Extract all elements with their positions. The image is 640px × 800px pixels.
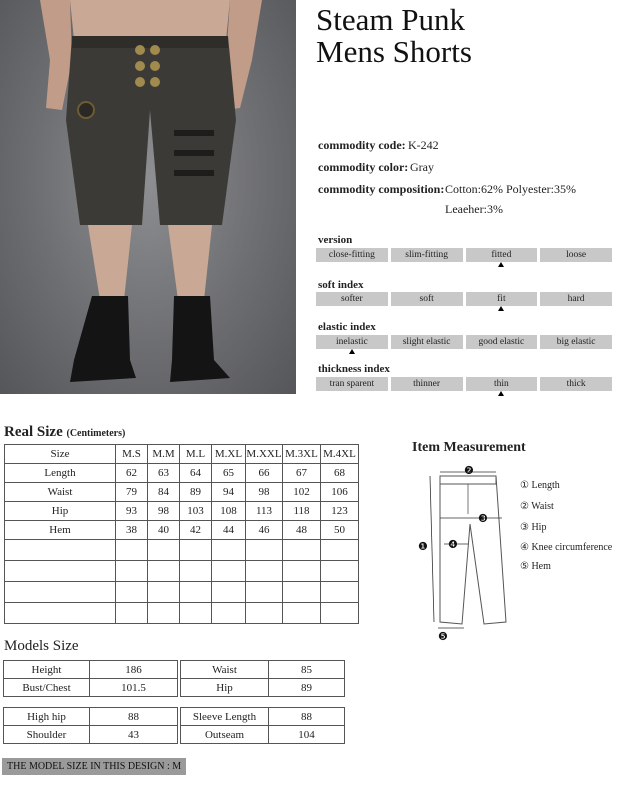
models-table-2 <box>180 660 345 697</box>
product-photo <box>0 0 296 394</box>
models-size-heading: Models Size <box>4 638 79 654</box>
marker-length: ❶ <box>418 541 428 553</box>
legend-waist: ② Waist <box>520 501 554 512</box>
index-label-version: version <box>318 234 353 246</box>
index-bar-elastic <box>316 335 612 349</box>
index-option: thinner <box>391 377 463 391</box>
index-option: soft <box>391 292 463 306</box>
index-option: loose <box>540 248 612 262</box>
index-option: slight elastic <box>391 335 463 349</box>
index-option: fit <box>466 292 538 306</box>
index-marker-thickness <box>498 391 504 396</box>
marker-knee: ❹ <box>448 539 458 551</box>
index-option: fitted <box>466 248 538 262</box>
item-measurement-heading: Item Measurement <box>412 440 526 455</box>
legend-knee: ④ Knee circumference <box>520 542 613 553</box>
index-option: tran sparent <box>316 377 388 391</box>
index-option: close-fitting <box>316 248 388 262</box>
commodity-code-row: commodity code: K-242 <box>318 138 439 152</box>
index-bar-thickness <box>316 377 612 391</box>
table-row: Hem 38 40 42 44 46 48 50 <box>5 521 359 540</box>
table-row: Length 62 63 64 65 66 67 68 <box>5 464 359 483</box>
index-label-soft: soft index <box>318 279 364 291</box>
table-row-empty <box>5 603 359 624</box>
index-option: thin <box>466 377 538 391</box>
marker-hip: ❸ <box>478 513 488 525</box>
table-row: High hip 88 <box>4 708 178 726</box>
table-row: Outseam 104 <box>181 726 345 744</box>
legend-hip: ③ Hip <box>520 522 547 533</box>
table-row: Sleeve Length 88 <box>181 708 345 726</box>
commodity-code-value: K-242 <box>408 138 439 152</box>
models-table-4 <box>180 707 345 744</box>
table-row: Hip 93 98 103 108 113 118 123 <box>5 502 359 521</box>
models-table-1 <box>3 660 178 697</box>
index-marker-version <box>498 262 504 267</box>
real-size-table <box>4 444 359 624</box>
index-option: hard <box>540 292 612 306</box>
table-header-row: Size M.S M.M M.L M.XL M.XXL M.3XL M.4XL <box>5 445 359 464</box>
product-title: Steam Punk Mens Shorts <box>316 2 472 69</box>
model-size-note: THE MODEL SIZE IN THIS DESIGN : M <box>2 758 186 775</box>
index-marker-elastic <box>349 349 355 354</box>
commodity-composition-row: commodity composition: Cotton:62% Polyester:35% Leaeher:3% <box>318 182 576 216</box>
commodity-color-value: Gray <box>410 160 434 174</box>
model-illustration <box>0 0 296 394</box>
index-option: good elastic <box>466 335 538 349</box>
table-row-empty <box>5 582 359 603</box>
real-size-heading: Real Size (Centimeters) <box>4 424 126 440</box>
table-row-empty <box>5 561 359 582</box>
index-option: inelastic <box>316 335 388 349</box>
marker-waist: ❷ <box>464 465 474 477</box>
table-row: Shoulder 43 <box>4 726 178 744</box>
legend-length: ① Length <box>520 480 560 491</box>
index-bar-soft <box>316 292 612 306</box>
table-row: Waist 85 <box>181 661 345 679</box>
trousers-diagram <box>412 464 522 644</box>
legend-hem: ⑤ Hem <box>520 561 551 572</box>
table-row: Bust/Chest 101.5 <box>4 679 178 697</box>
index-label-thickness: thickness index <box>318 363 390 375</box>
index-marker-soft <box>498 306 504 311</box>
index-option: softer <box>316 292 388 306</box>
index-label-elastic: elastic index <box>318 321 376 333</box>
marker-hem: ❺ <box>438 631 448 643</box>
table-row-empty <box>5 540 359 561</box>
table-row: Height 186 <box>4 661 178 679</box>
index-option: thick <box>540 377 612 391</box>
composition-line1: Cotton:62% Polyester:35% <box>445 182 576 196</box>
composition-line2: Leaeher:3% <box>445 202 503 216</box>
index-option: big elastic <box>540 335 612 349</box>
index-option: slim-fitting <box>391 248 463 262</box>
commodity-color-row: commodity color: Gray <box>318 160 434 174</box>
table-row: Hip 89 <box>181 679 345 697</box>
table-row: Waist 79 84 89 94 98 102 106 <box>5 483 359 502</box>
index-bar-version <box>316 248 612 262</box>
models-table-3 <box>3 707 178 744</box>
